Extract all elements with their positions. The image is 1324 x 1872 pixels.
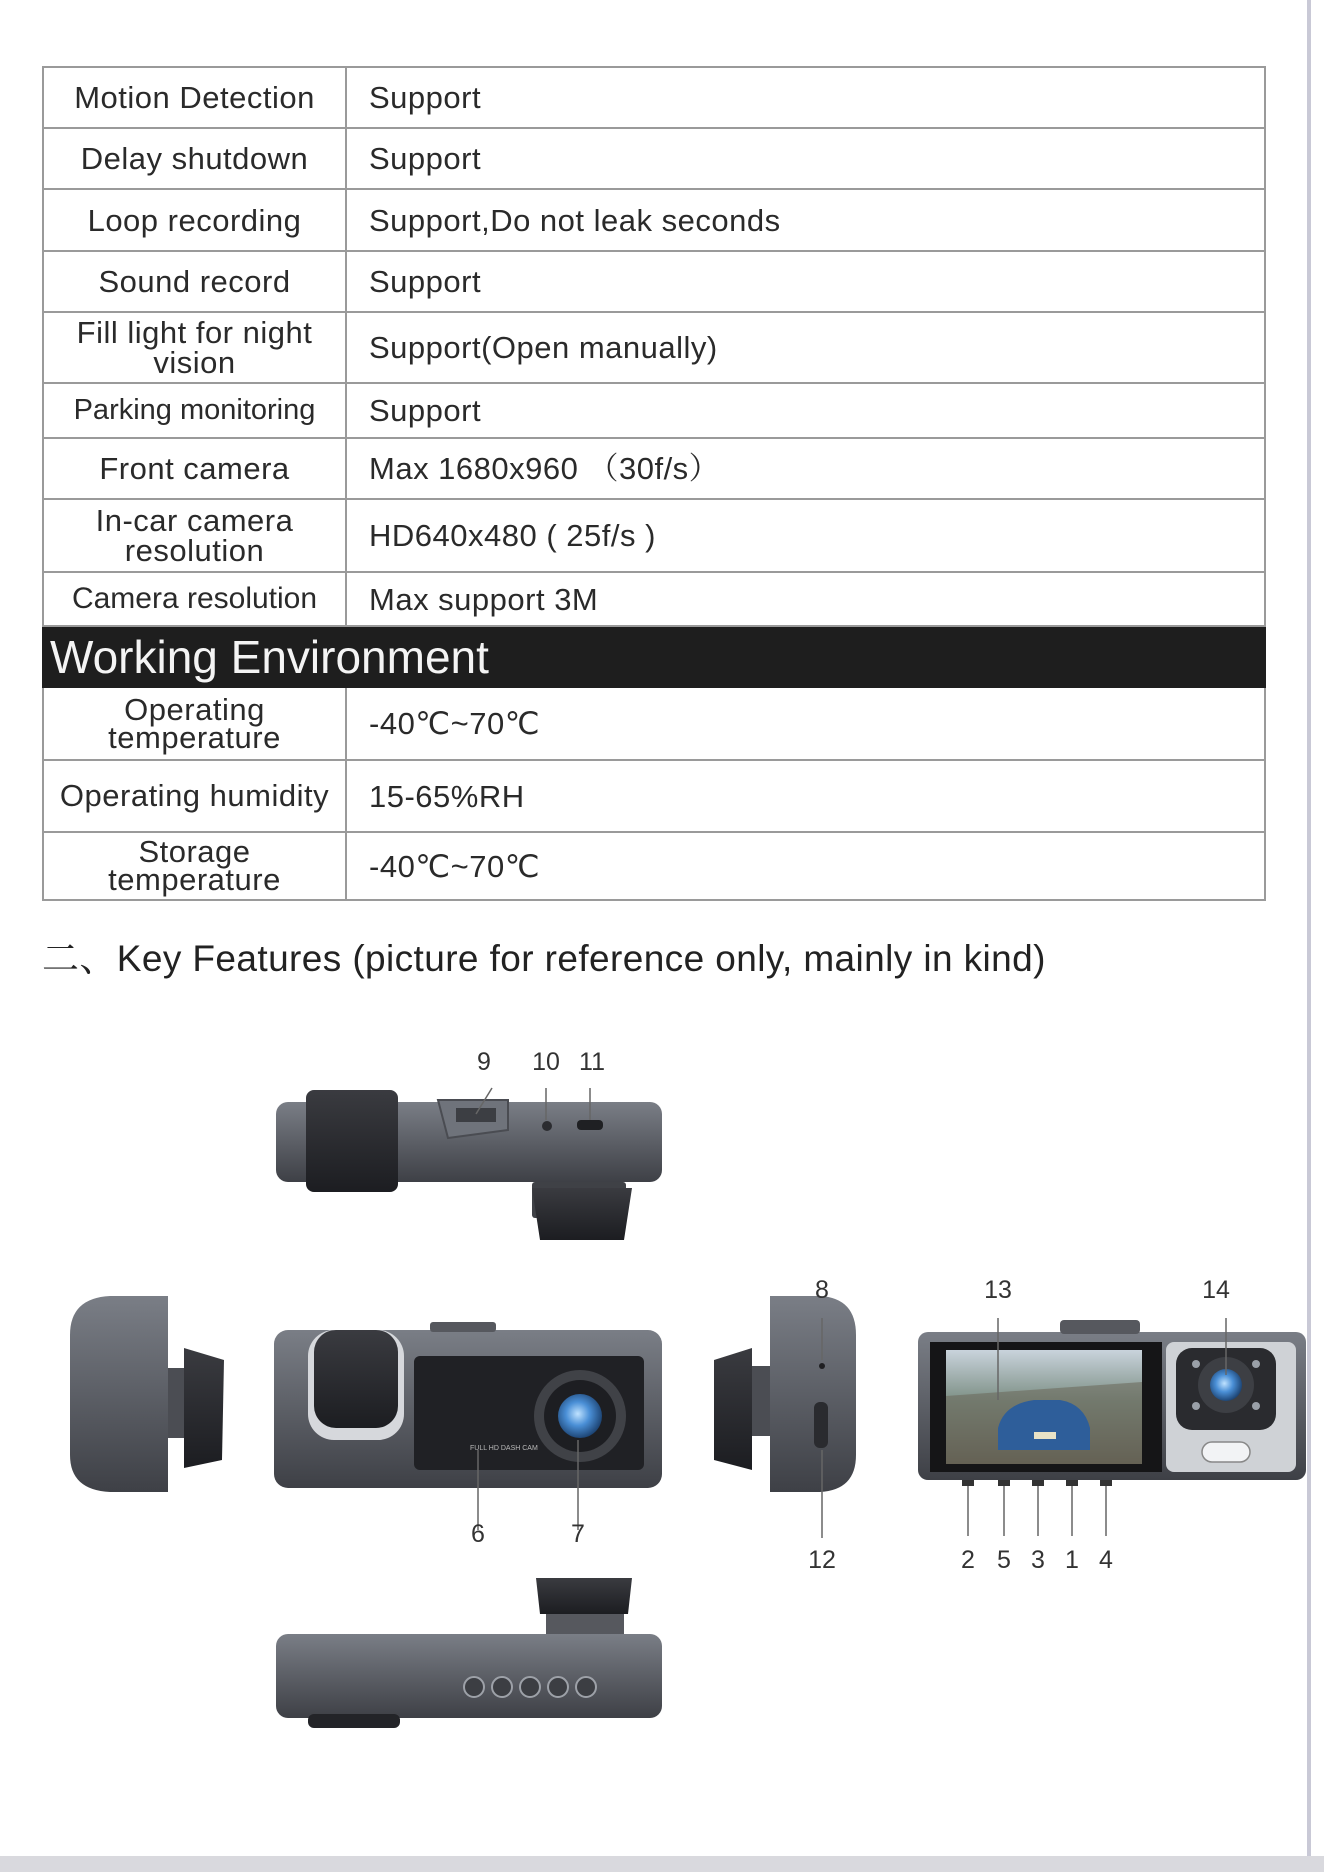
spec-value: Support xyxy=(346,128,1265,189)
callout-5: 5 xyxy=(997,1546,1011,1574)
spec-value: Support,Do not leak seconds xyxy=(346,189,1265,251)
key-features-title: 二、Key Features (picture for reference only, mainly in kind) xyxy=(42,938,1046,979)
spec-label: Camera resolution xyxy=(43,572,346,626)
callout-7: 7 xyxy=(571,1520,585,1548)
callout-3: 3 xyxy=(1031,1546,1045,1574)
callout-14: 14 xyxy=(1202,1276,1230,1304)
spec-row xyxy=(43,312,1265,383)
callout-1: 1 xyxy=(1065,1546,1079,1574)
sd-slot xyxy=(814,1402,828,1448)
spec-row xyxy=(43,438,1265,499)
usb-port xyxy=(577,1120,603,1130)
device-brand-text: FULL HD DASH CAM xyxy=(470,1445,538,1452)
callout-4: 4 xyxy=(1099,1546,1113,1574)
front-view xyxy=(274,1322,662,1548)
spec-value: Support(Open manually) xyxy=(346,312,1265,383)
bottom-buttons xyxy=(962,1480,1112,1536)
env-label: Operating temperature xyxy=(43,687,346,760)
spec-row xyxy=(43,832,1265,900)
spec-label: Motion Detection xyxy=(43,67,346,128)
spec-value: Support xyxy=(346,251,1265,312)
front-lens xyxy=(558,1394,602,1438)
env-label: Operating humidity xyxy=(43,760,346,832)
callout-8: 8 xyxy=(815,1276,829,1304)
spec-row xyxy=(43,67,1265,128)
spec-row xyxy=(43,128,1265,189)
spec-label: In-car camera resolution xyxy=(43,499,346,572)
spec-label: Delay shutdown xyxy=(43,128,346,189)
spec-row xyxy=(43,189,1265,251)
left-side-view xyxy=(70,1296,224,1492)
spec-value: Max 1680x960 （30f/s） xyxy=(346,438,1265,499)
callout-9: 9 xyxy=(477,1048,491,1076)
env-label: Storage temperature xyxy=(43,832,346,900)
rear-view xyxy=(918,1276,1306,1574)
spec-value: Support xyxy=(346,67,1265,128)
bottom-view xyxy=(276,1578,662,1728)
spec-row xyxy=(43,687,1265,760)
spec-row xyxy=(43,572,1265,626)
spec-value: HD640x480 ( 25f/s ) xyxy=(346,499,1265,572)
callout-6: 6 xyxy=(471,1520,485,1548)
dash-cam-diagram xyxy=(0,1030,1324,1750)
spec-label: Fill light for night vision xyxy=(43,312,346,383)
callout-13: 13 xyxy=(984,1276,1012,1304)
env-value: -40℃~70℃ xyxy=(346,687,1265,760)
spec-label: Parking monitoring xyxy=(43,383,346,438)
top-view xyxy=(276,1048,662,1240)
callout-12: 12 xyxy=(808,1546,836,1574)
callout-10: 10 xyxy=(532,1048,560,1076)
working-environment-header-row xyxy=(43,626,1265,687)
spec-row xyxy=(43,251,1265,312)
env-value: -40℃~70℃ xyxy=(346,832,1265,900)
spec-label: Front camera xyxy=(43,438,346,499)
right-side-view xyxy=(714,1276,856,1574)
callout-2: 2 xyxy=(961,1546,975,1574)
spec-row xyxy=(43,499,1265,572)
mic-hole xyxy=(542,1121,552,1131)
spec-row xyxy=(43,760,1265,832)
spec-value: Support xyxy=(346,383,1265,438)
env-value: 15-65%RH xyxy=(346,760,1265,832)
spec-label: Sound record xyxy=(43,251,346,312)
spec-label: Loop recording xyxy=(43,189,346,251)
spec-value: Max support 3M xyxy=(346,572,1265,626)
spec-row xyxy=(43,383,1265,438)
page-edge-bottom xyxy=(0,1856,1324,1872)
callout-11: 11 xyxy=(579,1048,605,1076)
working-environment-heading: Working Environment xyxy=(43,626,1265,687)
spec-table xyxy=(42,66,1266,901)
